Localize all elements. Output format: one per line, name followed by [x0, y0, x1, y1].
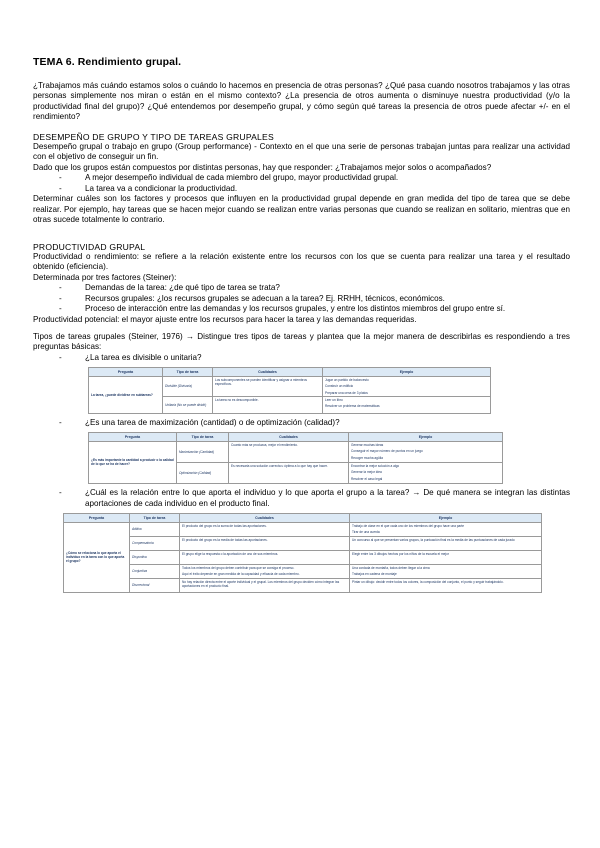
question-two: - ¿Es una tarea de maximización (cantidad) o de optimización (calidad)?	[59, 418, 570, 429]
section-heading-desempeno: DESEMPEÑO DE GRUPO Y TIPO DE TAREAS GRUPALES	[33, 132, 274, 143]
cell-task-type: Discrecional	[130, 578, 180, 592]
question-three-wrap	[33, 488, 570, 509]
example-line: Una cordada de montaña, todos deben llegar a la cima	[352, 565, 430, 570]
example-line: Recoger mucha agüila	[351, 455, 383, 460]
example-line: Tirar de una cuerda	[352, 530, 380, 535]
cell-task-type: Unitaria (No se puede dividir)	[163, 396, 213, 413]
cell-question: ¿Es más importante la cantidad a producir o la calidad de lo que se ha de hacer?	[89, 441, 177, 483]
quality-line: Los subcomponentes se pueden identificar y asignar a miembros específicos.	[215, 377, 307, 387]
page-title: TEMA 6. Rendimiento grupal.	[33, 56, 182, 68]
cell-qualities	[180, 522, 350, 536]
cell-qualities	[180, 564, 350, 578]
cell-task-type: Divisible (Divisoria)	[163, 376, 213, 396]
table-row	[64, 522, 542, 536]
cell-task-type: Compensatoria	[130, 536, 180, 550]
column-header-ejemplo: Ejemplo	[349, 433, 503, 442]
column-header-cualidades: Cualidades	[213, 368, 323, 377]
table-one-wrap	[33, 367, 570, 413]
types-intro-paragraph: Tipos de tareas grupales (Steiner, 1976) → Distingue tres tipos de tareas y plantea que la mejor manera de describirlas es respondiendo a tres preguntas básicas:	[33, 332, 570, 352]
section2-bullets	[33, 283, 570, 315]
cell-question: La tarea, ¿puede dividirse en subtareas?	[89, 376, 163, 413]
table-two-wrap	[33, 432, 570, 484]
list-item: - Proceso de interacción entre las demandas y los recursos grupales, y entre los distintos miembros del grupo entre sí.	[59, 304, 570, 315]
example-line: Leer un libro	[325, 397, 343, 402]
cell-task-type: Optimización (Calidad)	[177, 462, 229, 483]
example-line: Generar la mejor idea	[351, 470, 382, 475]
question-three: - ¿Cuál es la relación entre lo que aporta el individuo y lo que aporta el grupo a la tarea? → De qué manera se integran las distintas aportaciones de cada individuo en el producto final.	[59, 488, 570, 509]
quality-line: El grupo elige la respuesta o la aportación de uno de sus miembros.	[182, 551, 279, 556]
table-row	[89, 441, 503, 462]
table-row	[64, 550, 542, 564]
example-line: Un concurso al que se presentan varios grupos, la puntuación final es la media de las puntuaciones de cada jurado	[352, 537, 515, 542]
table-header-row	[89, 368, 491, 377]
quality-line: El producto del grupo es la suma de todas las aportaciones.	[182, 523, 267, 528]
cell-examples	[350, 550, 542, 564]
cell-task-type: Disyuntiva	[130, 550, 180, 564]
column-header-tipo: Tipo de tarea	[163, 368, 213, 377]
example-line: Generar muchas ideas	[351, 442, 384, 447]
section1-paragraph-1: Desempeño grupal o trabajo en grupo (Group performance) - Contexto en el que una serie de personas trabajan juntas para realizar una actividad con el objetivo de conseguir un fin.	[33, 142, 570, 162]
list-item: - Demandas de la tarea: ¿de qué tipo de tarea se trata?	[59, 283, 570, 294]
cell-qualities	[229, 441, 349, 462]
example-line: Encontrar la mejor solución a algo	[351, 463, 400, 468]
column-header-cualidades: Cualidades	[180, 514, 350, 523]
column-header-pregunta: Pregunta	[89, 368, 163, 377]
cell-qualities	[180, 550, 350, 564]
example-line: Resolver un problema de matemáticas	[325, 404, 380, 409]
cell-examples	[350, 578, 542, 592]
section1-bullets	[33, 173, 570, 194]
cell-qualities	[229, 462, 349, 483]
question-two-wrap	[33, 418, 570, 429]
section2-closing: Productividad potencial: el mayor ajuste entre los recursos para hacer la tarea y las demandas requeridas.	[33, 314, 417, 324]
list-item: - Recursos grupales: ¿los recursos grupales se adecuan a la tarea? Ej. RRHH, técnicos, económicos.	[59, 294, 570, 305]
column-header-ejemplo: Ejemplo	[350, 514, 542, 523]
cell-examples	[323, 396, 491, 413]
question-one: - ¿La tarea es divisible o unitaria?	[59, 353, 570, 364]
column-header-tipo: Tipo de tarea	[130, 514, 180, 523]
section2-paragraph-2: Determinada por tres factores (Steiner):	[33, 272, 177, 282]
example-line: Trabajos en cadena de montaje	[352, 572, 397, 577]
cell-examples	[350, 564, 542, 578]
example-line: Pintar un dibujo: decidir entre todos los colores, la composición del conjunto, el punto y seguir trabajándolo.	[352, 579, 504, 584]
quality-line: Aquí el éxito depende en gran medida de la capacidad y eficacia de cada miembro.	[182, 572, 300, 577]
quality-line: Cuanto más se produzca, mejor el rendimiento.	[231, 442, 298, 447]
table-header-row	[64, 514, 542, 523]
table-relacion-individuo-grupo	[63, 513, 542, 593]
example-line: Preparar una cena de 3 platos	[325, 390, 368, 395]
section1-paragraph-2: Dado que los grupos están compuestos por distintas personas, hay que responder: ¿Trabajamos mejor solos o acompañados?	[33, 162, 492, 172]
cell-task-type: Aditiva	[130, 522, 180, 536]
column-header-pregunta: Pregunta	[89, 433, 177, 442]
cell-qualities	[180, 578, 350, 592]
example-line: Elegir entre los 3 dibujos hechos por los niños de la escuela el mejor	[352, 551, 449, 556]
list-item: - A mejor desempeño individual de cada miembro del grupo, mayor productividad grupal.	[59, 173, 570, 184]
table-row	[64, 578, 542, 592]
cell-examples	[349, 441, 503, 462]
cell-qualities	[180, 536, 350, 550]
column-header-tipo: Tipo de tarea	[177, 433, 229, 442]
cell-qualities	[213, 376, 323, 396]
column-header-cualidades: Cualidades	[229, 433, 349, 442]
table-row	[89, 376, 491, 396]
intro-paragraph: ¿Trabajamos más cuándo estamos solos o cuándo lo hacemos en presencia de otras personas? ¿Qué pasa cuando nosotros trabajamos y las otras personas simplemente nos miran o están en el mismo contexto? ¿La presencia de otros aumenta o disminuye nuestra productividad (y/o la productividad final del grupo)? ¿Qué entendemos por desempeño grupal, y cómo según qué tareas la presencia de otros puede afectar +/- en el rendimiento?	[33, 81, 570, 121]
table-row	[64, 564, 542, 578]
example-line: Trabajo de clase en el que cada uno de los miembros del grupo hace una parte	[352, 523, 465, 528]
list-item: - La tarea va a condicionar la productividad.	[59, 184, 570, 195]
cell-examples	[349, 462, 503, 483]
table-three-wrap	[33, 513, 570, 593]
example-line: Jugar un partido de baloncesto	[325, 377, 369, 382]
table-header-row	[89, 433, 503, 442]
section1-closing: Determinar cuáles son los factores y procesos que influyen en la productividad grupal depende en gran medida del tipo de tarea que se debe realizar. Por ejemplo, hay tareas que se hacen mejor cuando se realizan entre varias personas que cuando se realizan en solitario, mientras que en otras sucede totalmente lo contrario.	[33, 194, 570, 224]
quality-line: La tarea no es descomponible.	[215, 397, 259, 402]
cell-examples	[350, 522, 542, 536]
example-line: Construir un edificio	[325, 384, 354, 389]
question-one-wrap	[33, 353, 570, 364]
cell-examples	[323, 376, 491, 396]
section2-paragraph-1: Productividad o rendimiento: se refiere a la relación existente entre los recursos con los que se cuenta para realizar una tarea y el resultado obtenido (eficiencia).	[33, 252, 570, 272]
section-heading-productividad: PRODUCTIVIDAD GRUPAL	[33, 242, 146, 253]
column-header-pregunta: Pregunta	[64, 514, 130, 523]
table-row	[64, 536, 542, 550]
cell-question: ¿Cómo se relaciona lo que aporta el individuo en la tarea con lo que aporta el grupo?	[64, 522, 130, 592]
example-line: Conseguir el mayor número de puntos en un juego	[351, 449, 423, 454]
cell-qualities	[213, 396, 323, 413]
cell-examples	[350, 536, 542, 550]
quality-line: Todos los miembros del grupo deben contribuir para que se consiga el proceso.	[182, 565, 295, 570]
table-maximizacion-optimizacion	[88, 432, 503, 484]
column-header-ejemplo: Ejemplo	[323, 368, 491, 377]
quality-line: El producto del grupo es la media de todas las aportaciones.	[182, 537, 268, 542]
cell-task-type: Conjuntiva	[130, 564, 180, 578]
table-divisible-unitaria	[88, 367, 491, 413]
cell-task-type: Maximización (Cantidad)	[177, 441, 229, 462]
quality-line: Es necesaria una solución correcta u óptima a lo que hay que hacer.	[231, 463, 328, 468]
example-line: Resolver el caso legal	[351, 476, 383, 481]
quality-line: No hay relación directa entre el aporte individual y el grupal. Los miembros del grupo deciden cómo integrar las aportaciones en el producto final.	[182, 579, 340, 589]
